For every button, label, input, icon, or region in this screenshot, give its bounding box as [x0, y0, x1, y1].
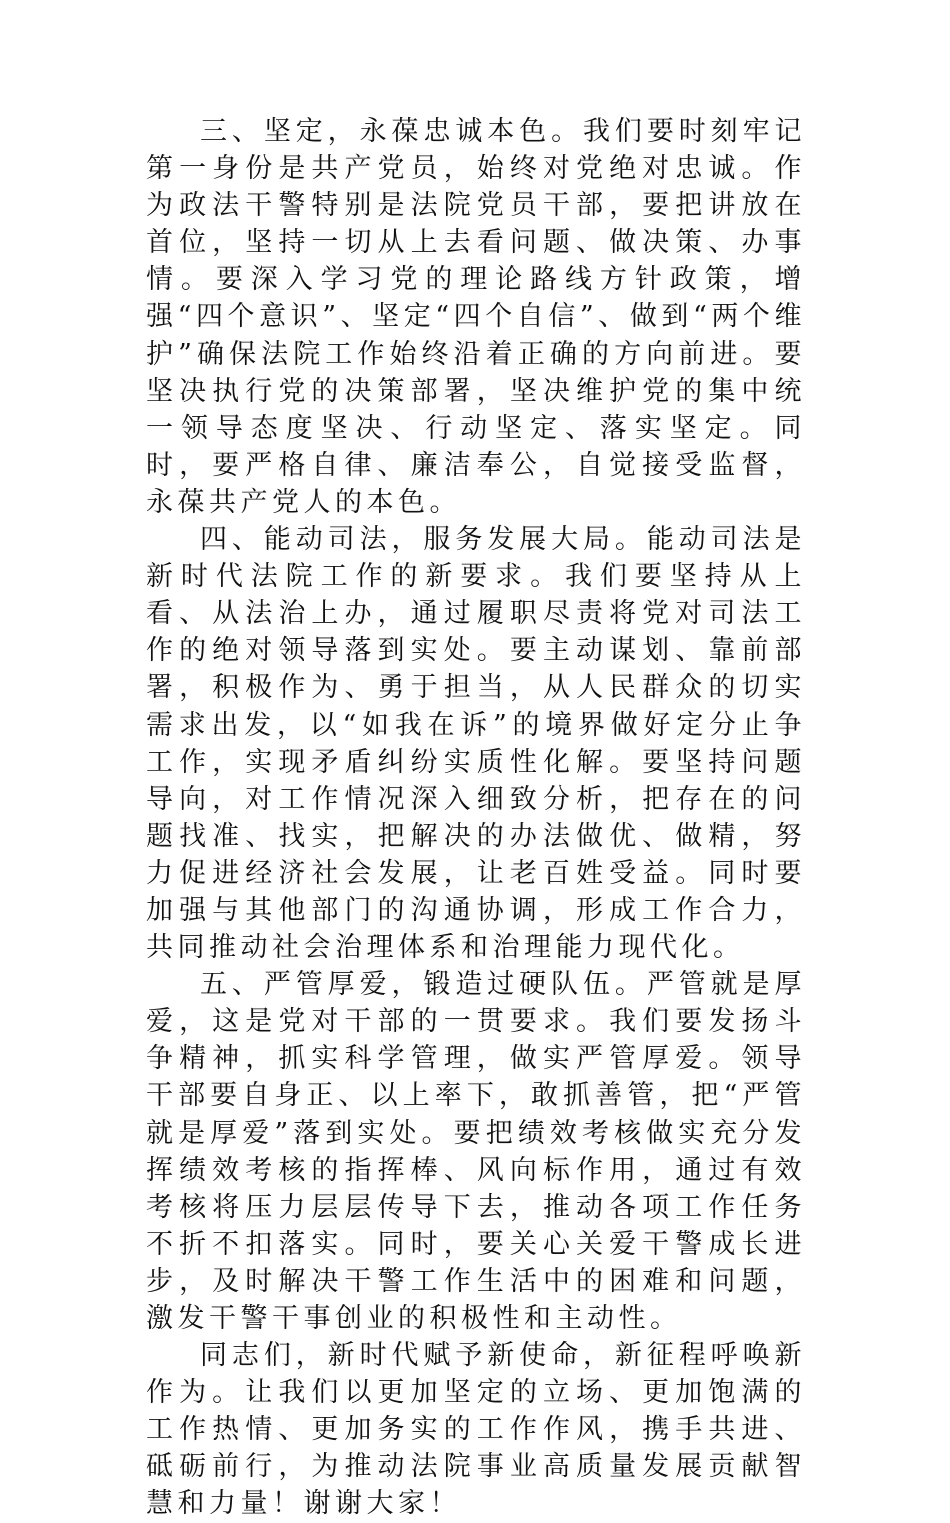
- paragraph-strict-management: 五、严管厚爱，锻造过硬队伍。严管就是厚爱，这是党对干部的一贯要求。我们要发扬斗争精神，抓实科学管理，做实严管厚爱。领导干部要自身正、以上率下，敢抓善管，把“严管就是厚爱”落到实处。要把绩效考核做实充分发挥绩效考核的指挥棒、风向标作用，通过有效考核将压力层层传导下去，推动各项工作任务不折不扣落实。同时，要关心关爱干警成长进步，及时解决干警工作生活中的困难和问题，激发干警干事创业的积极性和主动性。: [146, 969, 806, 1334]
- paragraph-proactive-justice: 四、能动司法，服务发展大局。能动司法是新时代法院工作的新要求。我们要坚持从上看、从法治上办，通过履职尽责将党对司法工作的绝对领导落到实处。要主动谋划、靠前部署，积极作为、勇于担当，从人民群众的切实需求出发，以“如我在诉”的境界做好定分止争工作，实现矛盾纠纷实质性化解。要坚持问题导向，对工作情况深入细致分析，把存在的问题找准、找实，把解决的办法做优、做精，努力促进经济社会发展，让老百姓受益。同时要加强与其他部门的沟通协调，形成工作合力，共同推动社会治理体系和治理能力现代化。: [146, 524, 806, 964]
- document-body: [146, 113, 806, 1523]
- paragraph-closing: 同志们，新时代赋予新使命，新征程呼唤新作为。让我们以更加坚定的立场、更加饱满的工作热情、更加务实的工作作风，携手共进、砥砺前行，为推动法院事业高质量发展贡献智慧和力量！谢谢大家！: [146, 1340, 806, 1520]
- paragraph-loyalty: 三、坚定，永葆忠诚本色。我们要时刻牢记第一身份是共产党员，始终对党绝对忠诚。作为政法干警特别是法院党员干部，要把讲放在首位，坚持一切从上去看问题、做决策、办事情。要深入学习党的理论路线方针政策，增强“四个意识”、坚定“四个自信”、做到“两个维护”确保法院工作始终沿着正确的方向前进。要坚决执行党的决策部署，坚决维护党的集中统一领导态度坚决、行动坚定、落实坚定。同时，要严格自律、廉洁奉公，自觉接受监督，永葆共产党人的本色。: [146, 116, 806, 518]
